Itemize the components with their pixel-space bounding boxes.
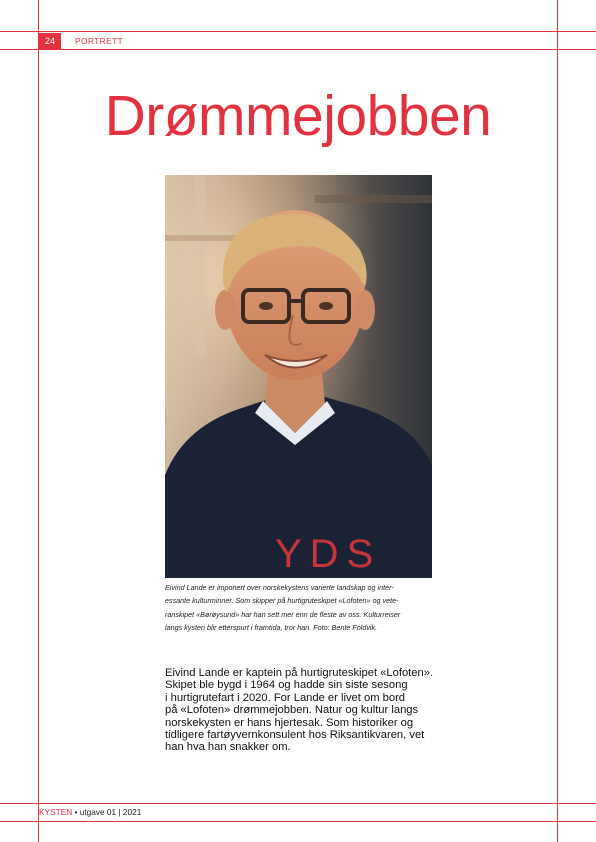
caption-line: essante kulturminner. Som skipper på hurtigruteskipet «Lofoten» og vete- <box>165 596 399 606</box>
lead-line: Skipet ble bygd i 1964 og hadde sin siste sesong <box>165 679 408 692</box>
lead-line: på «Lofoten» drømmejobben. Natur og kultur langs <box>165 704 419 717</box>
lead-line: i hurtigrutefart i 2020. For Lande er livet om bord <box>165 691 406 704</box>
photo-caption <box>165 581 440 635</box>
lead-line: norskekysten er hans hjertesak. Som historiker og <box>165 716 414 729</box>
footer <box>39 807 141 817</box>
bottom-rule-secondary <box>0 821 596 822</box>
section-label: PORTRETT <box>75 36 124 46</box>
caption-line: langs kysten blir etterspurt i framtida, tror han. Foto: Bente Foldvik. <box>165 623 378 633</box>
top-rule <box>0 31 596 32</box>
footer-brand: KYSTEN <box>39 807 73 817</box>
lead-line: tidligere fartøyvernkonsulent hos Riksantikvaren, vet <box>165 729 425 742</box>
lead-line: han hva han snakker om. <box>165 741 291 754</box>
caption-line: ranskipet «Børøysund» har han sett mer enn de fleste av oss. Kulturreiser <box>165 609 401 619</box>
lead-paragraph <box>165 667 455 754</box>
page-number: 24 <box>39 33 61 49</box>
headline: Drømmejobben <box>104 84 492 148</box>
caption-line: Eivind Lande er imponert over norskekystens varierte landskap og inter- <box>165 583 394 592</box>
lead-line: Eivind Lande er kaptein på hurtigruteskipet «Lofoten». <box>165 667 434 679</box>
top-rule-secondary <box>0 49 596 50</box>
sweater-lettering: YDS <box>275 532 382 576</box>
bottom-rule <box>0 803 596 804</box>
footer-issue: • utgave 01 | 2021 <box>72 807 142 817</box>
portrait-photo <box>165 175 432 578</box>
